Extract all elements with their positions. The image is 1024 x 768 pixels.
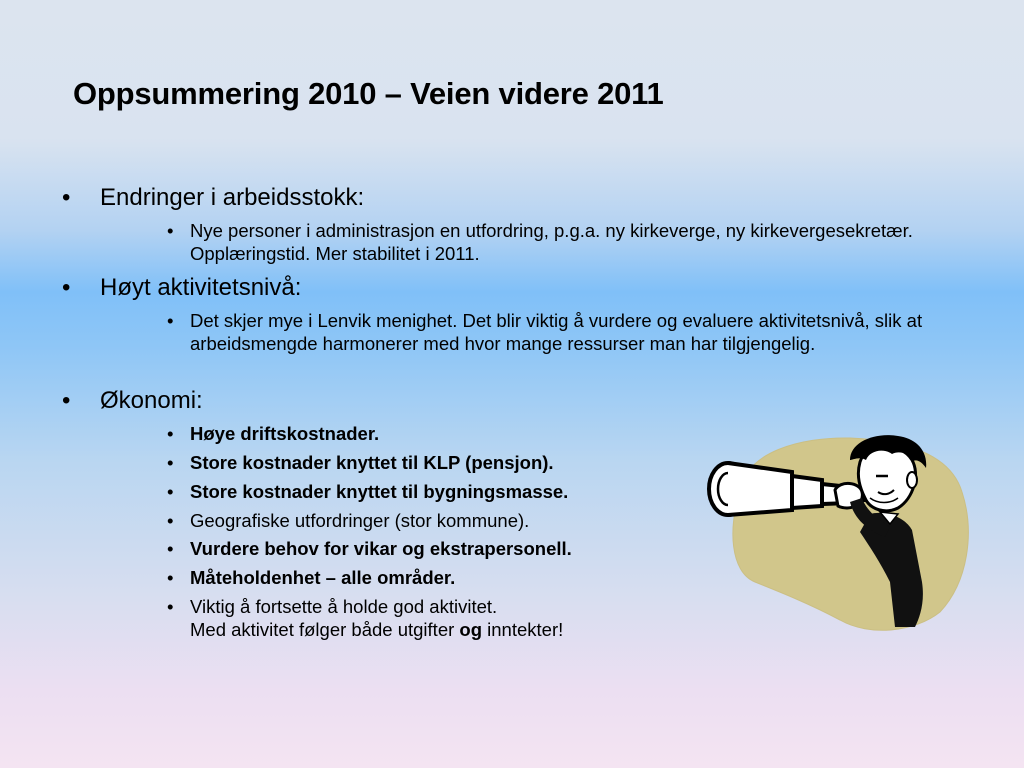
bullet-marker: • [62,274,71,301]
sub-bullet-text: Det skjer mye i Lenvik menighet. Det blir viktig å vurdere og evaluere aktivitetsnivå, slik at arbeidsmengde harmonerer med hvor mange ressurser man har tilgjengelig. [190,310,923,354]
sub-bullet-text: Geografiske utfordringer (stor kommune). [190,510,530,531]
sub-bullet-text: Store kostnader knyttet til KLP (pensjon). [190,452,554,473]
sub-bullet-line-2-post: inntekter! [482,618,564,640]
section-heading: Økonomi: [100,387,203,414]
sub-bullet [167,310,947,355]
sub-bullet-text: Høye driftskostnader. [190,423,380,444]
sub-bullet-marker: • [167,220,174,241]
sub-bullet-text: Vurdere behov for vikar og ekstrapersonell. [190,538,572,559]
slide-title: Oppsummering 2010 – Veien videre 2011 [73,76,664,111]
sub-bullet-text: Måteholdenhet – alle områder. [190,567,456,588]
section-heading: Endringer i arbeidsstokk: [100,184,365,211]
sub-bullet-text: Nye personer i administrasjon en utfordring, p.g.a. ny kirkeverge, ny kirkevergesekretær. Opplæringstid. Mer stabilitet i 2011. [190,220,913,264]
sub-bullet-line-1: Viktig å fortsette å holde god aktivitet. [190,596,498,617]
bullet-marker: • [62,387,71,414]
sub-bullet [167,220,947,265]
sub-bullet-marker: • [167,538,174,559]
man-with-telescope-icon [700,432,990,632]
sub-bullet-line-2-bold: og [459,618,483,640]
sub-bullet-marker: • [167,596,174,617]
sub-bullet-line-2-pre: Med aktivitet følger både utgifter [190,618,460,640]
sub-bullet-text: Store kostnader knyttet til bygningsmasse. [190,481,569,502]
bullet-marker: • [62,184,71,211]
sub-bullet-marker: • [167,423,174,444]
sub-bullet-marker: • [167,310,174,331]
sub-bullet-marker: • [167,452,174,473]
sub-bullet-marker: • [167,510,174,531]
sub-bullet-marker: • [167,481,174,502]
sub-bullet-marker: • [167,567,174,588]
section-heading: Høyt aktivitetsnivå: [100,274,302,301]
